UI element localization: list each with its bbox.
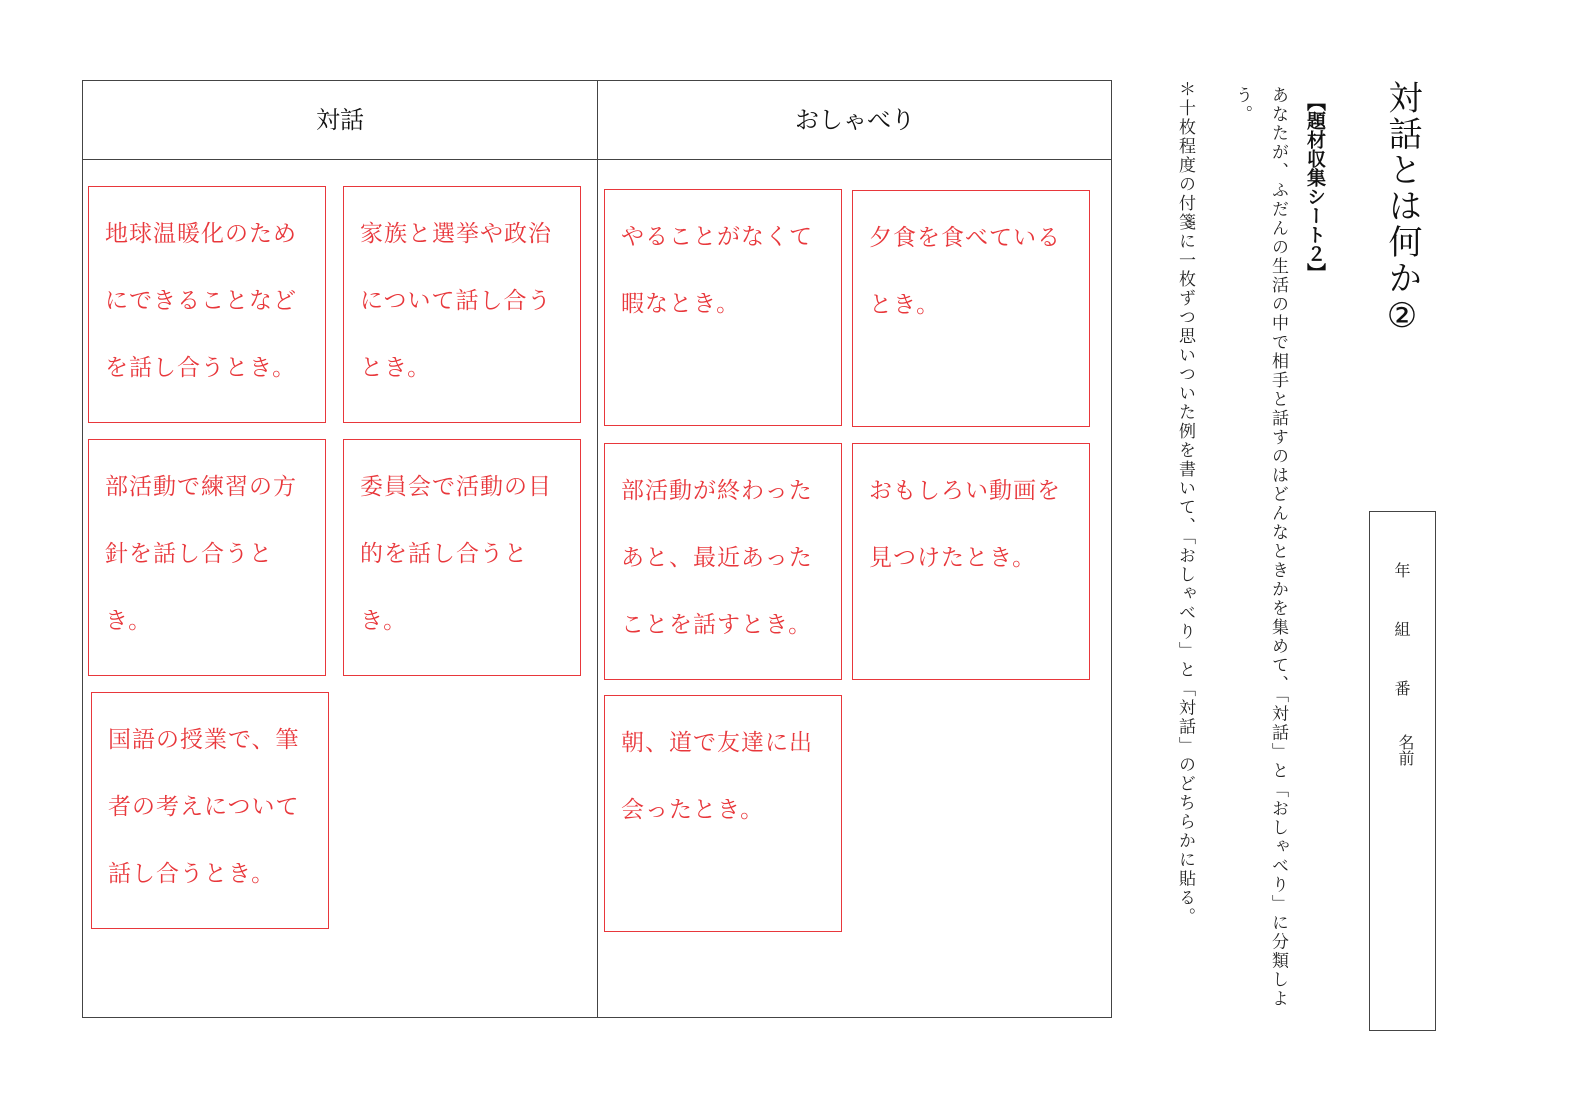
sticky-note-taiwa-1: 地球温暖化のためにできることなどを話し合うとき。 <box>88 186 326 423</box>
sticky-note-oshaberi-5: 朝、道で友達に出会ったとき。 <box>604 695 842 932</box>
sticky-note-taiwa-2: 家族と選挙や政治について話し合うとき。 <box>343 186 581 423</box>
sticky-note-oshaberi-1: やることがなくて暇なとき。 <box>604 189 842 426</box>
instruction-text: あなたが、ふだんの生活の中で相手と話すのはどんなときかを集めて、「対話」と「おしゃべり」に分類しよう。 <box>1232 86 1288 1009</box>
class-label: 組 <box>1394 620 1411 639</box>
column-divider <box>597 81 598 1017</box>
sticky-note-oshaberi-4: おもしろい動画を見つけたとき。 <box>852 443 1090 680</box>
header-divider <box>83 159 1111 160</box>
sticky-note-oshaberi-3: 部活動が終わったあと、最近あったことを話すとき。 <box>604 443 842 680</box>
column-header-taiwa: 対話 <box>316 106 364 134</box>
column-header-oshaberi: おしゃべり <box>795 106 915 134</box>
number-label: 番 <box>1394 679 1411 698</box>
name-label: 名前 <box>1396 734 1415 766</box>
sticky-note-taiwa-4: 委員会で活動の目的を話し合うとき。 <box>343 439 581 676</box>
sticky-note-oshaberi-2: 夕食を食べているとき。 <box>852 190 1090 427</box>
worksheet-title: 対話とは何か② <box>1382 80 1422 338</box>
sticky-note-taiwa-3: 部活動で練習の方針を話し合うとき。 <box>88 439 326 676</box>
worksheet-subtitle: 【題材収集シート２】 <box>1304 92 1326 282</box>
sticky-note-taiwa-5: 国語の授業で、筆者の考えについて話し合うとき。 <box>91 692 329 929</box>
note-text: ＊十枚程度の付箋に一枚ずつ思いついた例を書いて、「おしゃべり」と「対話」のどちらかに貼る。 <box>1175 80 1195 927</box>
name-box <box>1369 511 1436 1031</box>
year-label: 年 <box>1394 561 1411 580</box>
